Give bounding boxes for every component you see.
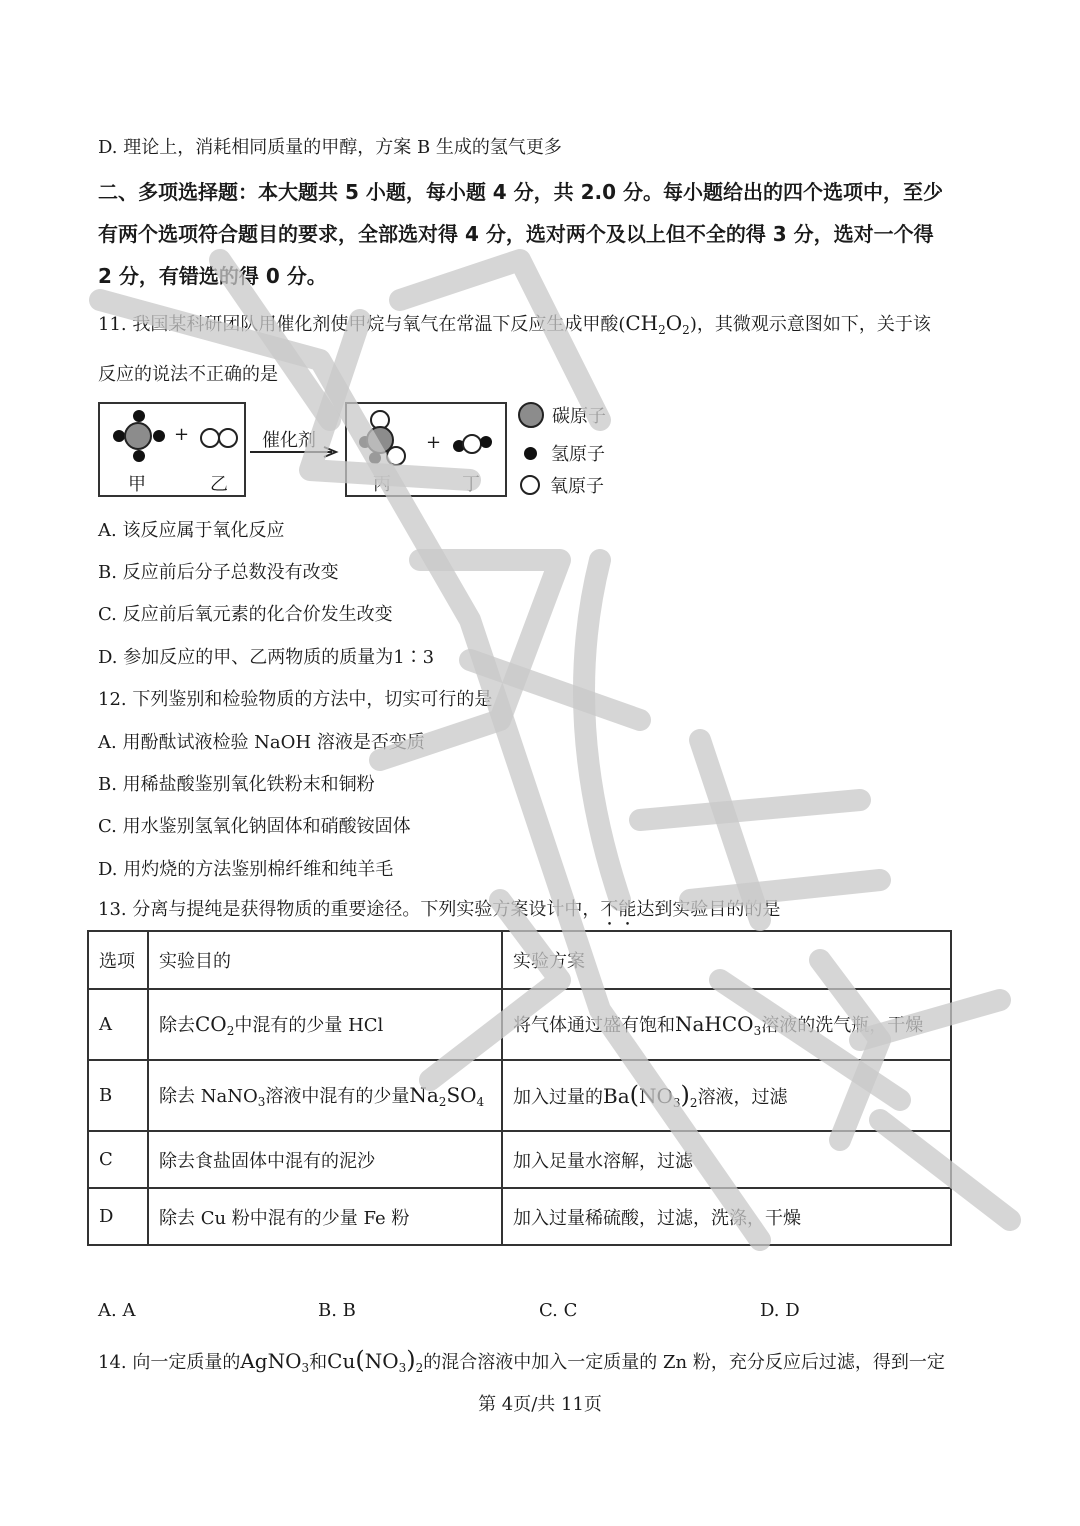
row-a-purpose: 除去$CO_2$中混有的少量 HCl bbox=[148, 989, 502, 1060]
q12-option-b: B. 用稀盐酸鉴别氧化铁粉末和铜粉 bbox=[98, 774, 375, 795]
q11-stem-line2: 反应的说法不正确的是 bbox=[98, 364, 278, 385]
q14-stem: 14. 向一定质量的AgNO$_3$和$Cu(NO_3)_2$的混合溶液中加入一定质量的 Zn 粉，充分反应后过滤，得到一定 bbox=[98, 1346, 945, 1375]
q11-option-a: A. 该反应属于氧化反应 bbox=[98, 520, 285, 541]
oxygen-atom bbox=[386, 446, 406, 466]
row-c-method: 加入足量水溶解，过滤 bbox=[502, 1131, 951, 1188]
legend-carbon bbox=[518, 402, 606, 428]
q12-option-d: D. 用灼烧的方法鉴别棉纤维和纯羊毛 bbox=[98, 859, 394, 880]
q11-stem-text-b: )，其微观示意图如下，关于该 bbox=[689, 314, 931, 335]
row-c-purpose: 除去食盐固体中混有的泥沙 bbox=[148, 1131, 502, 1188]
label-yi: 乙 bbox=[210, 474, 228, 495]
hydrogen-atom bbox=[480, 436, 492, 448]
section-heading-line3: 2 分，有错选的得 0 分。 bbox=[98, 264, 327, 288]
carbon-atom bbox=[124, 422, 152, 450]
row-d-purpose: 除去 Cu 粉中混有的少量 Fe 粉 bbox=[148, 1188, 502, 1245]
q11-stem-text-a: 11. 我国某科研团队用催化剂使甲烷与氧气在常温下反应生成甲酸( bbox=[98, 314, 626, 335]
row-b-method: 加入过量的$Ba(NO_3)_2$溶液，过滤 bbox=[502, 1060, 951, 1131]
table-row bbox=[88, 1131, 951, 1188]
carbon-atom-icon bbox=[518, 402, 544, 428]
section-heading-line2: 有两个选项符合题目的要求，全部选对得 4 分，选对两个及以上但不全的得 3 分，选对一个得 bbox=[98, 222, 934, 246]
table-header-row bbox=[88, 931, 951, 989]
header-method: 实验方案 bbox=[502, 931, 951, 989]
label-jia: 甲 bbox=[128, 474, 146, 495]
reaction-diagram bbox=[98, 402, 638, 502]
catalyst-label: 催化剂 bbox=[262, 430, 316, 451]
row-b-option: B bbox=[88, 1060, 148, 1131]
q13-choices bbox=[98, 1300, 998, 1324]
header-option: 选项 bbox=[88, 931, 148, 989]
q11-option-c: C. 反应前后氧元素的化合价发生改变 bbox=[98, 604, 393, 625]
oxygen-atom bbox=[200, 428, 220, 448]
plus-sign: + bbox=[426, 432, 442, 453]
legend-oxygen bbox=[520, 472, 604, 498]
row-b-purpose: 除去 NaNO$_3$溶液中混有的少量$Na_2SO_4$ bbox=[148, 1060, 502, 1131]
legend-oxygen-label: 氧原子 bbox=[550, 476, 604, 497]
section-heading-line1: 二、多项选择题：本大题共 5 小题，每小题 4 分，共 2.0 分。每小题给出的四个选项中，至少 bbox=[98, 180, 944, 204]
hydrogen-atom bbox=[153, 430, 165, 442]
q12-stem: 12. 下列鉴别和检验物质的方法中，切实可行的是 bbox=[98, 689, 493, 710]
oxygen-atom bbox=[462, 434, 482, 454]
row-a-option: A bbox=[88, 989, 148, 1060]
q13-choice-b: B. B bbox=[318, 1300, 356, 1321]
reaction-arrow-icon bbox=[248, 446, 340, 458]
plus-sign: + bbox=[174, 424, 190, 445]
q13-stem bbox=[98, 895, 780, 930]
q13-choice-c: C. C bbox=[539, 1300, 578, 1321]
q13-choice-a: A. A bbox=[98, 1300, 136, 1321]
q12-option-a: A. 用酚酞试液检验 NaOH 溶液是否变质 bbox=[98, 732, 425, 753]
label-bing: 丙 bbox=[373, 474, 391, 495]
hydrogen-atom bbox=[133, 450, 145, 462]
table-row bbox=[88, 1188, 951, 1245]
legend-carbon-label: 碳原子 bbox=[552, 406, 606, 427]
row-c-option: C bbox=[88, 1131, 148, 1188]
oxygen-atom bbox=[218, 428, 238, 448]
q11-option-b: B. 反应前后分子总数没有改变 bbox=[98, 562, 339, 583]
header-purpose: 实验目的 bbox=[148, 931, 502, 989]
formula-ch2o2: $CH_2O_2$ bbox=[625, 311, 690, 337]
table-row bbox=[88, 1060, 951, 1131]
legend-hydrogen bbox=[524, 440, 605, 466]
row-d-method: 加入过量稀硫酸，过滤，洗涤，干燥 bbox=[502, 1188, 951, 1245]
legend-hydrogen-label: 氢原子 bbox=[551, 444, 605, 465]
hydrogen-atom-icon bbox=[524, 447, 537, 460]
q12-option-c: C. 用水鉴别氢氧化钠固体和硝酸铵固体 bbox=[98, 816, 411, 837]
table-row bbox=[88, 989, 951, 1060]
label-ding: 丁 bbox=[462, 474, 480, 495]
oxygen-atom-icon bbox=[520, 475, 540, 495]
hydrogen-atom bbox=[369, 452, 381, 464]
hydrogen-atom bbox=[133, 410, 145, 422]
q13-stem-emphasis: 不能 bbox=[600, 899, 637, 920]
previous-option-d: D. 理论上，消耗相同质量的甲醇，方案 B 生成的氢气更多 bbox=[98, 137, 562, 158]
q13-choice-d: D. D bbox=[760, 1300, 800, 1321]
q11-stem-line1 bbox=[98, 310, 931, 337]
q13-stem-text-a: 13. 分离与提纯是获得物质的重要途径。下列实验方案设计中， bbox=[98, 899, 601, 920]
q11-option-d: D. 参加反应的甲、乙两物质的质量为1∶3 bbox=[98, 647, 435, 668]
experiment-table bbox=[87, 930, 952, 1246]
row-d-option: D bbox=[88, 1188, 148, 1245]
page-footer: 第 4页/共 11页 bbox=[478, 1394, 602, 1415]
q13-stem-text-b: 达到实验目的的是 bbox=[636, 899, 781, 920]
row-a-method: 将气体通过盛有饱和NaHCO$_3$溶液的洗气瓶，干燥 bbox=[502, 989, 951, 1060]
